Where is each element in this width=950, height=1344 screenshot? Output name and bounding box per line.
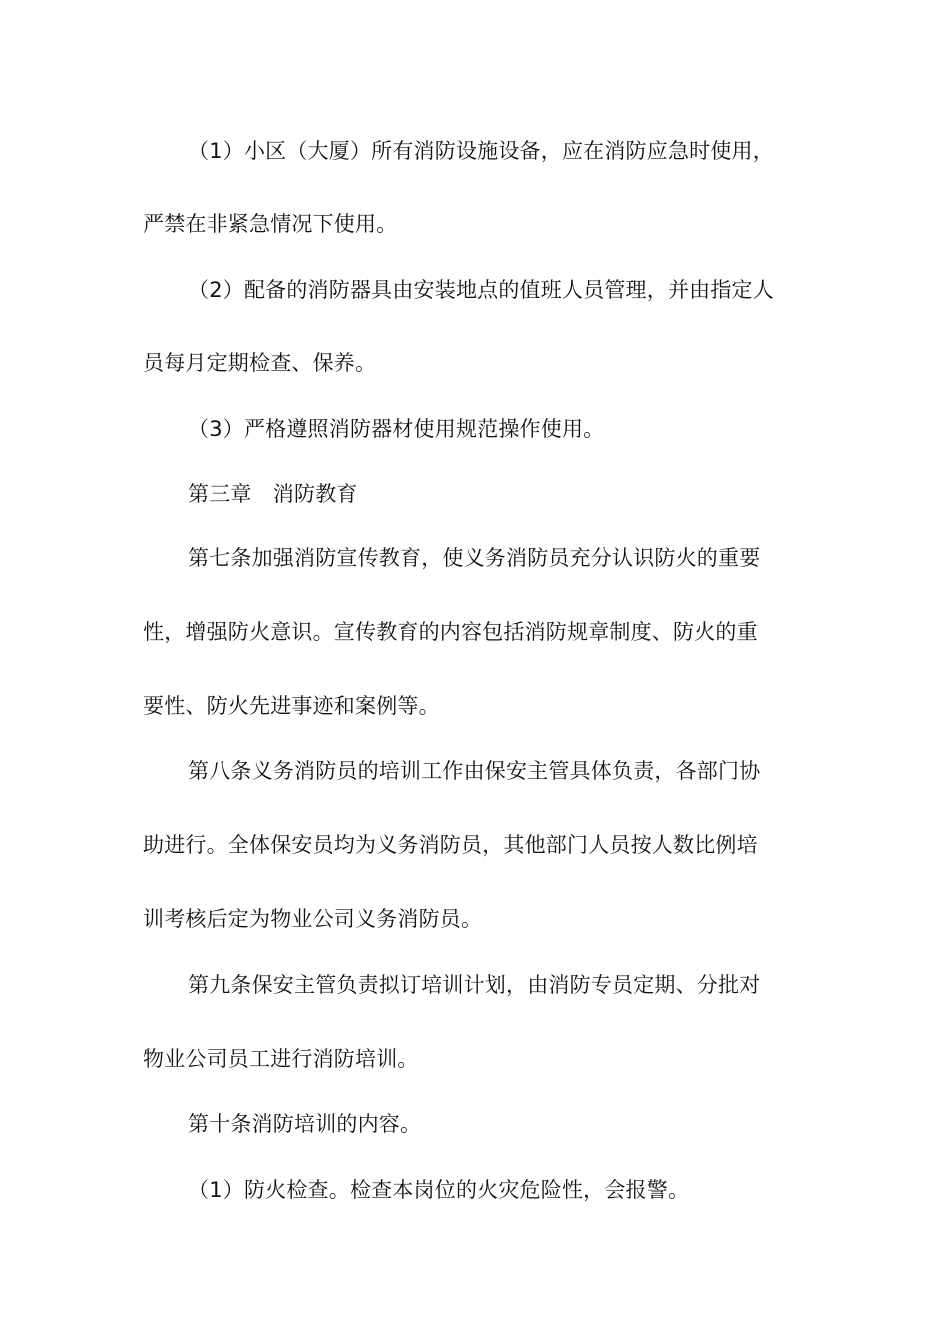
chapter-heading: 第三章 消防教育 <box>188 482 358 506</box>
article-7-line-3: 要性、防火先进事迹和案例等。 <box>143 694 440 718</box>
item-1-line-1: （1）小区（大厦）所有消防设施设备，应在消防应急时使用， <box>188 139 774 163</box>
item-2-line-2: 员每月定期检查、保养。 <box>143 351 377 375</box>
article-10-item-1: （1）防火检查。检查本岗位的火灾危险性，会报警。 <box>188 1178 690 1202</box>
item-1-line-2: 严禁在非紧急情况下使用。 <box>143 212 398 236</box>
article-8-line-1: 第八条义务消防员的培训工作由保安主管具体负责，各部门协 <box>188 759 761 783</box>
article-7-line-1: 第七条加强消防宣传教育，使义务消防员充分认识防火的重要 <box>188 546 761 570</box>
item-3-line-1: （3）严格遵照消防器材使用规范操作使用。 <box>188 417 605 441</box>
item-2-line-1: （2）配备的消防器具由安装地点的值班人员管理，并由指定人 <box>188 278 774 302</box>
article-10-line-1: 第十条消防培训的内容。 <box>188 1112 422 1136</box>
article-7-line-2: 性，增强防火意识。宣传教育的内容包括消防规章制度、防火的重 <box>143 620 758 644</box>
article-8-line-2: 助进行。全体保安员均为义务消防员，其他部门人员按人数比例培 <box>143 833 758 857</box>
article-8-line-3: 训考核后定为物业公司义务消防员。 <box>143 907 483 931</box>
article-9-line-2: 物业公司员工进行消防培训。 <box>143 1047 419 1071</box>
article-9-line-1: 第九条保安主管负责拟订培训计划，由消防专员定期、分批对 <box>188 973 761 997</box>
